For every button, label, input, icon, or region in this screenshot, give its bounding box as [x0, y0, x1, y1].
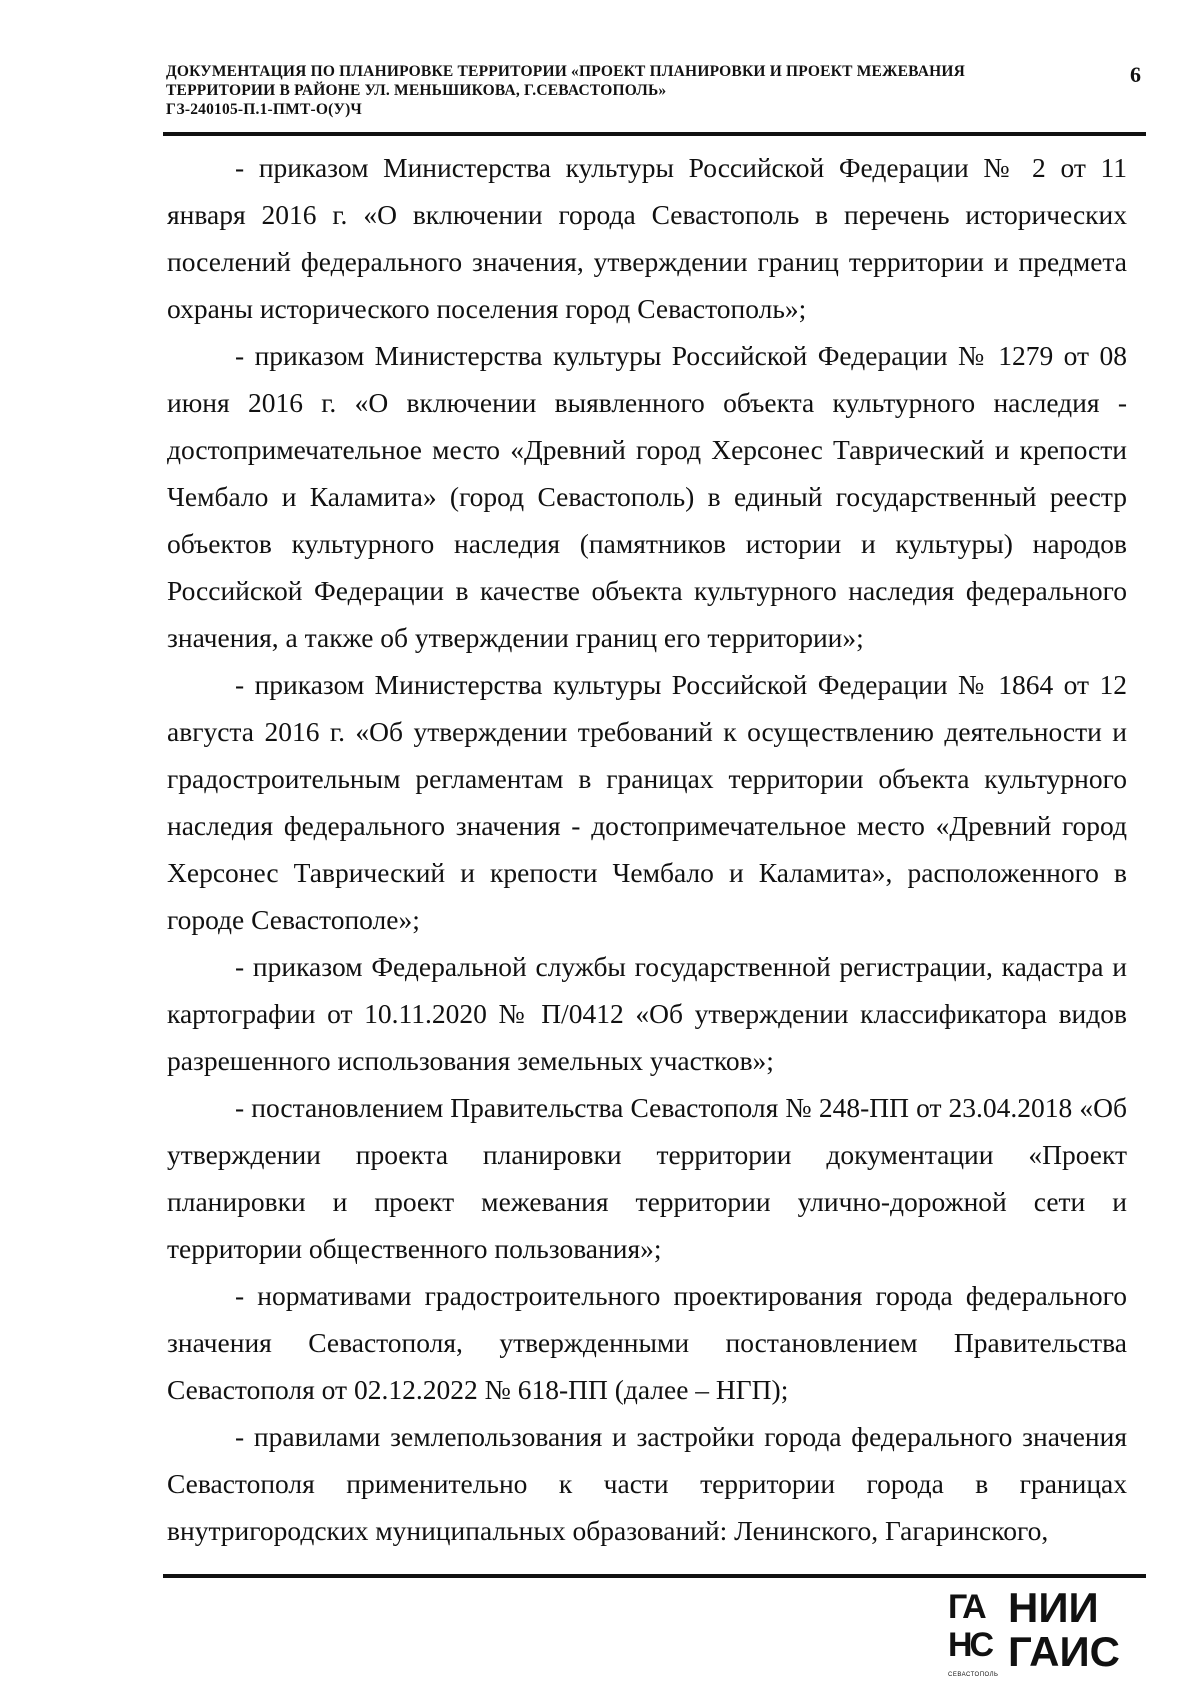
header-title-line-1: ДОКУМЕНТАЦИЯ ПО ПЛАНИРОВКЕ ТЕРРИТОРИИ «ПРОЕКТ ПЛАНИРОВКИ И ПРОЕКТ МЕЖЕВАНИЯ [166, 63, 966, 80]
paragraph-resolution-248: - постановлением Правительства Севастополя № 248-ПП от 23.04.2018 «Об утверждении проекта планировки территории документации «Проект планировки и проект межевания территории улично-дорожной сети и территории общественного пользования»; [167, 1092, 1127, 1264]
document-header [166, 62, 1096, 119]
paragraph-land-use-rules: - правилами землепользования и застройки города федерального значения Севастополя применительно к части территории города в границах внутригородских муниципальных образований: Ленинского, Гагаринского, [167, 1421, 1127, 1546]
logo-wordmark [1008, 1586, 1120, 1674]
page-number: 6 [1130, 62, 1141, 87]
logo-wordmark-line-1: НИИ [1008, 1584, 1099, 1631]
logo-mark-bottom: НС [948, 1626, 992, 1664]
document-body [167, 144, 1127, 1554]
paragraph-order-1864: - приказом Министерства культуры Российской Федерации № 1864 от 12 августа 2016 г. «Об утверждении требований к осуществлению деятельности и градостроительным регламентам в границах территории объекта культурного наследия федерального значения - достопримечательное место «Древний город Херсонес Таврический и крепости Чембало и Каламита», расположенного в городе Севастополе»; [167, 669, 1127, 935]
logo-caption: СЕВАСТОПОЛЬ [948, 1672, 999, 1678]
paragraph-urban-standards: - нормативами градостроительного проектирования города федерального значения Севастополя, утвержденными постановлением Правительства Севастополя от 02.12.2022 № 618-ПП (далее – НГП); [167, 1280, 1127, 1405]
paragraph-order-2: - приказом Министерства культуры Российской Федерации № 2 от 11 января 2016 г. «О включении города Севастополь в перечень исторических поселений федерального значения, утверждении границ территории и предмета охраны исторического поселения город Севастополь»; [167, 152, 1127, 324]
paragraph-order-p0412: - приказом Федеральной службы государственной регистрации, кадастра и картографии от 10.11.2020 № П/0412 «Об утверждении классификатора видов разрешенного использования земельных участков»; [167, 951, 1127, 1076]
header-rule [163, 132, 1146, 136]
nii-gais-logo [948, 1586, 1128, 1686]
logo-mark-icon [948, 1590, 1000, 1670]
paragraph-order-1279: - приказом Министерства культуры Российской Федерации № 1279 от 08 июня 2016 г. «О включении выявленного объекта культурного наследия - достопримечательное место «Древний город Херсонес Таврический и крепости Чембало и Каламита» (город Севастополь) в единый государственный реестр объектов культурного наследия (памятников истории и культуры) народов Российской Федерации в качестве объекта культурного наследия федерального значения, а также об утверждении границ его территории»; [167, 340, 1127, 653]
logo-mark-top: ГА [948, 1588, 984, 1626]
footer-rule [163, 1574, 1146, 1578]
header-document-code: ГЗ-240105-П.1-ПМТ-О(У)Ч [166, 101, 363, 118]
header-title-line-2: ТЕРРИТОРИИ В РАЙОНЕ УЛ. МЕНЬШИКОВА, Г.СЕВАСТОПОЛЬ» [166, 82, 667, 99]
logo-wordmark-line-2: ГАИС [1008, 1628, 1121, 1675]
